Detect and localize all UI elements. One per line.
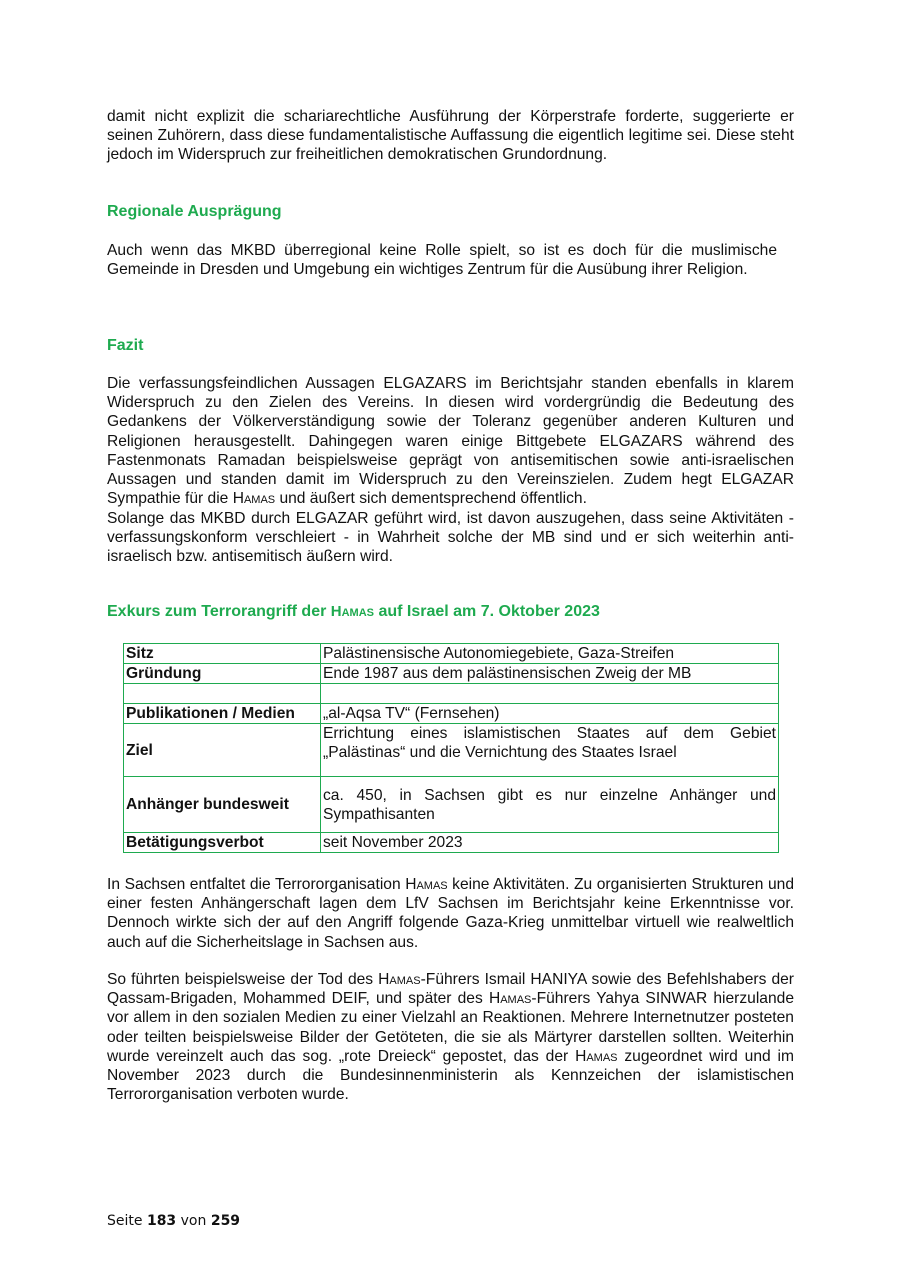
row-value: Palästinensische Autonomiegebiete, Gaza-Streifen — [321, 644, 779, 664]
hamas-name: Hamas — [488, 990, 532, 1008]
sachsen-paragraph-2 — [107, 970, 794, 1104]
regional-paragraph: Auch wenn das MKBD überregional keine Rolle spielt, so ist es doch für die muslimische Gemeinde in Dresden und Umgebung ein wichtiges Zentrum für die Ausübung ihrer Religion. — [107, 242, 777, 279]
sachsen-text-d: -Führers Ismail HANIYA sowie des Befehlshabers der Qassam-Brigaden, Mohammed DEIF, und später des — [107, 971, 794, 1008]
page-total: 259 — [210, 1213, 241, 1229]
table-row — [124, 644, 779, 664]
page-prefix: Seite — [107, 1213, 143, 1229]
heading-fazit: Fazit — [107, 337, 144, 354]
fazit-text-a: Die verfassungsfeindlichen Aussagen ELGAZARS im Berichtsjahr standen ebenfalls in klarem Widerspruch zu den Zielen des Vereins. In diesen wird vordergründig die Bedeutung des Gedankens der Völkerverständigung sowie der Toleranz gegenüber anderen Kulturen und Religionen herausgestellt. Dahingegen waren einige Bittgebete ELGAZARS während des Fastenmonats Ramadan beispielsweise geprägt von antisemitischen sowie anti-israelischen Aussagen und standen damit im Widerspruch zu den Vereinszielen. Zudem hegt ELGAZAR Sympathie für die — [107, 375, 794, 508]
hamas-name: Hamas — [232, 490, 276, 508]
heading-regionale-auspraegung: Regionale Ausprägung — [107, 203, 282, 220]
hamas-name: Hamas — [330, 603, 374, 620]
row-label: Ziel — [124, 724, 321, 777]
hamas-name: Hamas — [405, 876, 448, 893]
sachsen-text-c: So führten beispielsweise der Tod des — [107, 971, 379, 988]
page-middle: von — [180, 1213, 207, 1229]
exkurs-text-a: Exkurs zum Terrorangriff der — [107, 603, 331, 620]
exkurs-text-b: auf Israel am 7. Oktober 2023 — [374, 603, 600, 620]
table-row — [124, 833, 779, 853]
sachsen-text-a: In Sachsen entfaltet die Terrororganisation — [107, 876, 406, 893]
table-row-empty — [124, 684, 779, 704]
hamas-name: Hamas — [575, 1047, 618, 1065]
hamas-info-table — [123, 643, 779, 853]
row-label: Betätigungsverbot — [124, 833, 321, 853]
row-label: Gründung — [124, 664, 321, 684]
hamas-name: Hamas — [378, 971, 421, 988]
table-row — [124, 724, 779, 777]
row-value — [321, 684, 779, 704]
row-label: Publikationen / Medien — [124, 704, 321, 724]
row-label: Sitz — [124, 644, 321, 664]
row-label: Anhänger bundesweit — [124, 777, 321, 833]
fazit-paragraph-2: Solange das MKBD durch ELGAZAR geführt wird, ist davon auszugehen, dass seine Aktivitäten - verfassungskonform verschleiert - in Wahrheit solche der MB sind und er sich weiterhin anti-israelisch bzw. antisemitisch äußern wird. — [107, 510, 794, 566]
table-row — [124, 704, 779, 724]
sachsen-text-f: zugeordnet wird und im November 2023 durch die Bundesinnenministerin als Kennzeichen der islamistischen Terrororganisation verboten wurde. — [107, 1047, 794, 1104]
table-row — [124, 777, 779, 833]
fazit-text-b: und äußert sich dementsprechend öffentlich. — [275, 490, 587, 508]
page-current: 183 — [146, 1213, 177, 1229]
row-value: Ende 1987 aus dem palästinensischen Zweig der MB — [321, 664, 779, 684]
row-label — [124, 684, 321, 704]
row-value: Errichtung eines islamistischen Staates auf dem Gebiet „Palästinas“ und die Vernichtung des Staates Israel — [321, 724, 779, 777]
fazit-paragraph-1 — [107, 374, 794, 508]
row-value: ca. 450, in Sachsen gibt es nur einzelne Anhänger und Sympathisanten — [321, 777, 779, 833]
intro-paragraph: damit nicht explizit die schariarechtliche Ausführung der Körperstrafe forderte, suggerierte er seinen Zuhörern, dass diese fundamentalistische Auffassung die eigentlich legitime sei. Diese steht jedoch im Widerspruch zur freiheitlichen demokratischen Grundordnung. — [107, 108, 794, 164]
page-number — [107, 1212, 240, 1231]
row-value: „al-Aqsa TV“ (Fernsehen) — [321, 704, 779, 724]
sachsen-text-b: keine Aktivitäten. Zu organisierten Strukturen und einer festen Anhängerschaft lagen dem LfV Sachsen im Berichtsjahr keine Erkenntnisse vor. Dennoch wirkte sich der auf den Angriff folgende Gaza-Krieg unmittelbar virtuell wie realweltlich auch auf die Sicherheitslage in Sachsen aus. — [107, 876, 794, 951]
heading-exkurs — [107, 602, 600, 621]
table-row — [124, 664, 779, 684]
sachsen-text-e: -Führers Yahya SINWAR hierzulande vor allem in den sozialen Medien zu einer Vielzahl an Reaktionen. Mehrere Internetnutzer posteten oder teilten beispielsweise Bilder der Getöteten, die sie als Märtyrer darstellen sollten. Weiterhin wurde vereinzelt auch das sog. „rote Dreieck“ gepostet, das der — [107, 990, 794, 1065]
sachsen-paragraph-1 — [107, 875, 794, 952]
row-value: seit November 2023 — [321, 833, 779, 853]
